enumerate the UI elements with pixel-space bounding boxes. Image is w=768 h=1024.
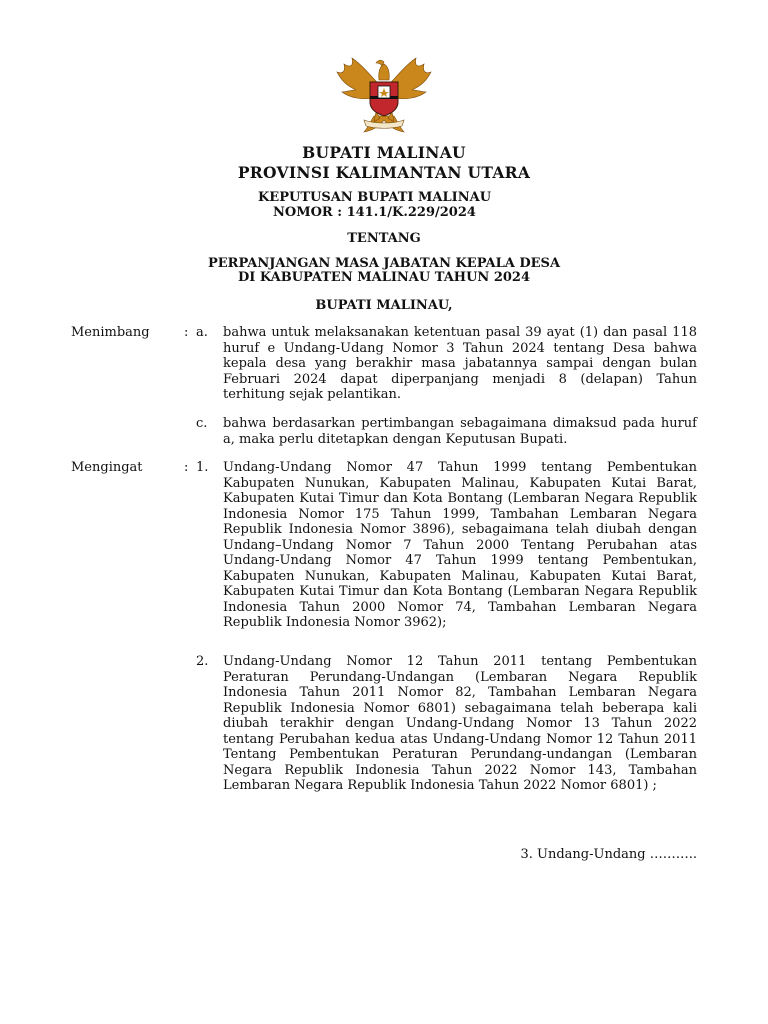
mengingat-marker-2: 2.: [196, 654, 209, 669]
mengingat-item-1: Undang-Undang Nomor 47 Tahun 1999 tentang Pembentukan Kabupaten Nunukan, Kabupaten Malinau, Kabupaten Kutai Barat, Kabupaten Kutai Timur dan Kota Bontang (Lembaran Negara Republik Indonesia Nomor 175 Tahun 1999, Tambahan Lembaran Negara Republik Indonesia Nomor 3896), sebagaimana telah diubah dengan Undang–Undang Nomor 7 Tahun 2000 Tentang Perubahan atas Undang-Undang Nomor 47 Tahun 1999 tentang Pembentukan, Kabupaten Nunukan, Kabupaten Malinau, Kabupaten Kutai Barat, Kabupaten Kutai Timur dan Kota Bontang (Lembaran Negara Republik Indonesia Tahun 2000 Nomor 74, Tambahan Lembaran Negara Republik Indonesia Nomor 3962);: [223, 460, 697, 630]
issuer-title: BUPATI MALINAU: [302, 143, 466, 162]
menimbang-colon: :: [184, 325, 189, 340]
decree-subject-line-1: PERPANJANGAN MASA JABATAN KEPALA DESA: [207, 256, 561, 271]
province-title: PROVINSI KALIMANTAN UTARA: [237, 163, 531, 182]
mengingat-item-2: Undang-Undang Nomor 12 Tahun 2011 tentang Pembentukan Peraturan Perundang-Undangan (Lembaran Negara Republik Indonesia Tahun 2011 Nomor 82, Tambahan Lembaran Negara Republik Indonesia Nomor 6801) sebagaimana telah beberapa kali diubah terakhir dengan Undang-Undang Nomor 13 Tahun 2022 tentang Perubahan kedua atas Undang-Undang Nomor 12 Tahun 2011 Tentang Pembentukan Peraturan Perundang-undangan (Lembaran Negara Republik Indonesia Tahun 2022 Nomor 143, Tambahan Lembaran Negara Republik Indonesia Tahun 2022 Nomor 6801) ;: [223, 654, 697, 793]
about-heading: TENTANG: [347, 231, 421, 246]
menimbang-label: Menimbang: [71, 325, 150, 340]
mengingat-colon: :: [184, 460, 189, 475]
menimbang-marker-c: c.: [196, 416, 208, 431]
decree-number: NOMOR : 141.1/K.229/2024: [273, 205, 476, 220]
next-page-reference: 3. Undang-Undang ………..: [520, 847, 697, 862]
decree-title: KEPUTUSAN BUPATI MALINAU: [258, 190, 492, 205]
mengingat-marker-1: 1.: [196, 460, 209, 475]
mengingat-label: Mengingat: [71, 460, 143, 475]
menimbang-item-c: bahwa berdasarkan pertimbangan sebagaimana dimaksud pada huruf a, maka perlu ditetapkan dengan Keputusan Bupati.: [223, 416, 697, 447]
menimbang-marker-a: a.: [196, 325, 208, 340]
garuda-emblem-icon: [334, 56, 434, 134]
menimbang-item-a: bahwa untuk melaksanakan ketentuan pasal 39 ayat (1) dan pasal 118 huruf e Undang-Udang Nomor 3 Tahun 2024 tentang Desa bahwa kepala desa yang berakhir masa jabatannya sampai dengan bulan Februari 2024 dapat diperpanjang menjadi 8 (delapan) Tahun terhitung sejak pelantikan.: [223, 325, 697, 402]
authority-line: BUPATI MALINAU,: [315, 298, 453, 313]
decree-subject-line-2: DI KABUPATEN MALINAU TAHUN 2024: [237, 270, 531, 285]
